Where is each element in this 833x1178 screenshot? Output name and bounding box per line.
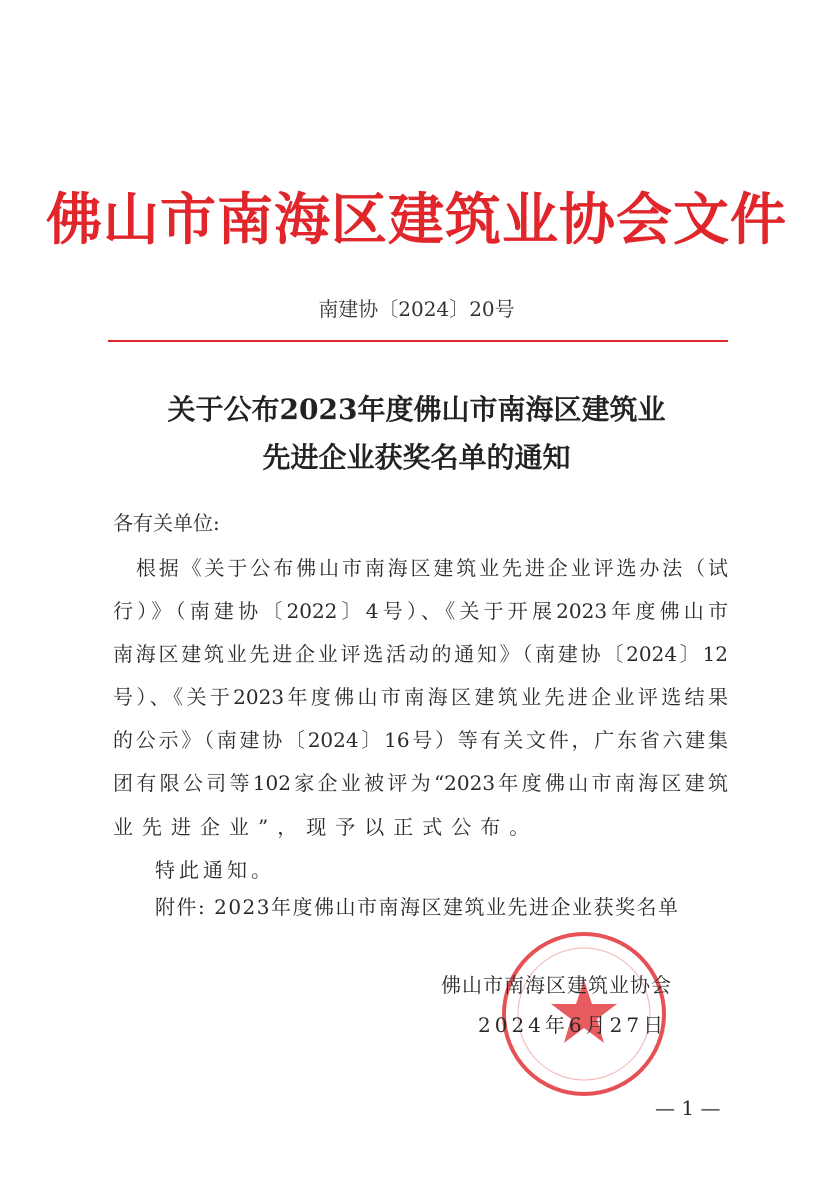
signature-org: 佛山市南海区建筑业协会 — [441, 973, 672, 997]
notice-title-line1: 关于公布2023年度佛山市南海区建筑业 — [167, 393, 666, 426]
attachment-note: 附件: 2023年度佛山市南海区建筑业先进企业获奖名单 — [155, 895, 680, 919]
notice-title-line2: 先进企业获奖名单的通知 — [262, 441, 571, 474]
signature-date: 2024年6月27日 — [478, 1013, 668, 1037]
body-line: 的公示》（南建协〔2024〕16号）等有关文件，广东省六建集 — [113, 728, 728, 752]
page-number: — 1 — — [655, 1096, 721, 1120]
body-line: 业先进企业”，现予以正式公布。 — [113, 815, 539, 839]
body-line: 号）、《关于2023年度佛山市南海区建筑业先进企业评选结果 — [113, 685, 728, 709]
salutation: 各有关单位: — [113, 511, 220, 535]
issuing-org-header: 佛山市南海区建筑业协会文件 — [46, 188, 787, 253]
body-line: 南海区建筑业先进企业评选活动的通知》（南建协〔2024〕12 — [113, 642, 728, 666]
red-divider — [108, 340, 728, 342]
document-number: 南建协〔2024〕20号 — [318, 297, 515, 321]
body-line: 行）》（南建协〔2022〕4号）、《关于开展2023年度佛山市 — [113, 599, 728, 623]
closing: 特此通知。 — [155, 858, 275, 882]
body-line: 根据《关于公布佛山市南海区建筑业先进企业评选办法（试 — [113, 556, 728, 580]
body-line: 团有限公司等102家企业被评为“2023年度佛山市南海区建筑 — [113, 771, 728, 795]
